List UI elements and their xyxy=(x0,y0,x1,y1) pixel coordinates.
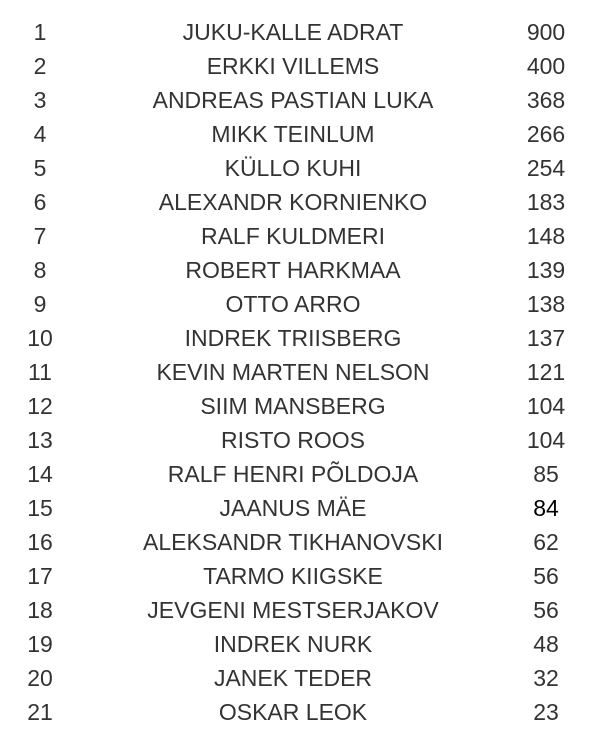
rank-cell: 1 xyxy=(33,19,47,45)
points-cell: 254 xyxy=(526,155,566,181)
name-cell: ALEKSANDR TIKHANOVSKI xyxy=(143,529,443,555)
table-row xyxy=(0,491,596,525)
points-cell: 121 xyxy=(526,359,566,385)
points-cell: 84 xyxy=(533,495,559,521)
name-cell: ERKKI VILLEMS xyxy=(206,53,380,79)
table-row xyxy=(0,355,596,389)
points-cell: 138 xyxy=(526,291,566,317)
table-row xyxy=(0,151,596,185)
points-cell: 23 xyxy=(533,699,559,725)
rank-cell: 14 xyxy=(27,461,53,487)
table-row xyxy=(0,559,596,593)
name-cell: SIIM MANSBERG xyxy=(200,393,386,419)
rank-cell: 13 xyxy=(27,427,53,453)
name-cell: JANEK TEDER xyxy=(213,665,373,691)
name-cell: RALF KULDMERI xyxy=(200,223,386,249)
points-cell: 56 xyxy=(533,563,559,589)
rank-cell: 16 xyxy=(27,529,53,555)
rank-cell: 17 xyxy=(27,563,53,589)
table-row xyxy=(0,593,596,627)
table-row xyxy=(0,117,596,151)
rank-cell: 20 xyxy=(27,665,53,691)
points-cell: 137 xyxy=(526,325,566,351)
table-row xyxy=(0,627,596,661)
rank-cell: 7 xyxy=(33,223,47,249)
points-cell: 32 xyxy=(533,665,559,691)
table-row xyxy=(0,525,596,559)
table-row xyxy=(0,83,596,117)
rank-cell: 12 xyxy=(27,393,53,419)
rank-cell: 3 xyxy=(33,87,47,113)
points-cell: 56 xyxy=(533,597,559,623)
name-cell: INDREK TRIISBERG xyxy=(184,325,402,351)
name-cell: ROBERT HARKMAA xyxy=(185,257,401,283)
points-cell: 183 xyxy=(526,189,566,215)
rank-cell: 10 xyxy=(27,325,53,351)
rank-cell: 5 xyxy=(33,155,47,181)
table-row xyxy=(0,219,596,253)
rank-cell: 21 xyxy=(27,699,53,725)
name-cell: KEVIN MARTEN NELSON xyxy=(156,359,430,385)
table-row xyxy=(0,661,596,695)
points-cell: 148 xyxy=(526,223,566,249)
table-row xyxy=(0,457,596,491)
points-cell: 900 xyxy=(526,19,566,45)
points-cell: 139 xyxy=(526,257,566,283)
rank-cell: 18 xyxy=(27,597,53,623)
points-cell: 104 xyxy=(526,393,566,419)
rank-cell: 8 xyxy=(33,257,47,283)
name-cell: OTTO ARRO xyxy=(225,291,361,317)
table-row xyxy=(0,423,596,457)
name-cell: KÜLLO KUHI xyxy=(224,155,362,181)
rank-cell: 19 xyxy=(27,631,53,657)
points-cell: 400 xyxy=(526,53,566,79)
rank-cell: 2 xyxy=(33,53,47,79)
table-row xyxy=(0,695,596,729)
rank-cell: 15 xyxy=(27,495,53,521)
name-cell: JEVGENI MESTSERJAKOV xyxy=(147,597,439,623)
table-row xyxy=(0,321,596,355)
points-cell: 85 xyxy=(533,461,559,487)
table-row xyxy=(0,253,596,287)
points-cell: 104 xyxy=(526,427,566,453)
name-cell: INDREK NURK xyxy=(213,631,373,657)
rank-cell: 4 xyxy=(33,121,47,147)
name-cell: ANDREAS PASTIAN LUKA xyxy=(152,87,434,113)
rank-cell: 6 xyxy=(33,189,47,215)
name-cell: JUKU-KALLE ADRAT xyxy=(182,19,404,45)
table-row xyxy=(0,49,596,83)
name-cell: TARMO KIIGSKE xyxy=(203,563,383,589)
points-cell: 48 xyxy=(533,631,559,657)
table-row xyxy=(0,389,596,423)
name-cell: RISTO ROOS xyxy=(221,427,365,453)
rank-cell: 11 xyxy=(28,359,52,385)
table-row xyxy=(0,185,596,219)
name-cell: JAANUS MÄE xyxy=(219,495,367,521)
table-row xyxy=(0,15,596,49)
name-cell: OSKAR LEOK xyxy=(218,699,368,725)
table-row xyxy=(0,287,596,321)
name-cell: RALF HENRI PÕLDOJA xyxy=(167,461,419,487)
points-cell: 266 xyxy=(526,121,566,147)
name-cell: ALEXANDR KORNIENKO xyxy=(158,189,428,215)
points-cell: 368 xyxy=(526,87,566,113)
points-cell: 62 xyxy=(533,529,559,555)
name-cell: MIKK TEINLUM xyxy=(211,121,375,147)
rank-cell: 9 xyxy=(33,291,47,317)
